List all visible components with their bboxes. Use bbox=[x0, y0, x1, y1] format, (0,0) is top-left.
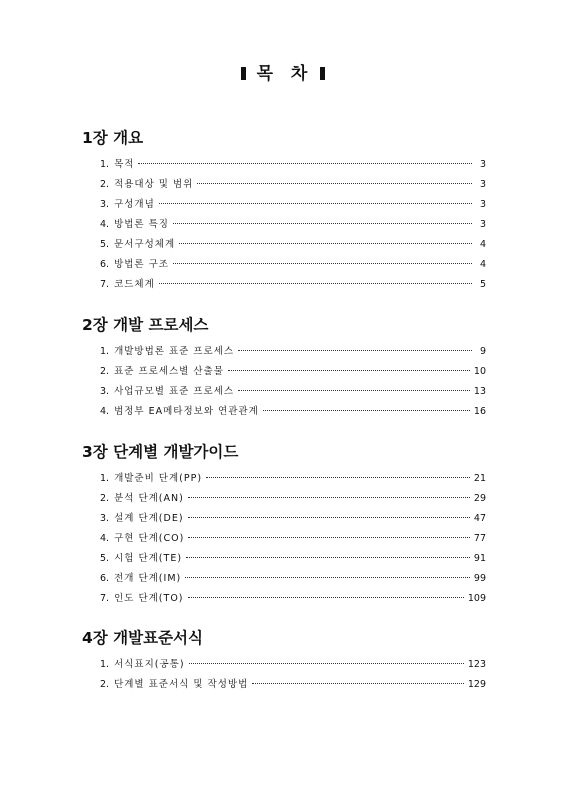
entry-page: 5 bbox=[479, 279, 486, 290]
entry-number: 4. bbox=[100, 406, 110, 417]
toc-entry[interactable] bbox=[82, 382, 486, 402]
toc-entry[interactable] bbox=[82, 529, 486, 549]
chapter-heading: 3장 단계별 개발가이드 bbox=[82, 443, 239, 461]
entry-page: 4 bbox=[479, 259, 486, 270]
chapter-3-list bbox=[82, 469, 486, 609]
chapter-4-section bbox=[82, 627, 486, 695]
dot-leader bbox=[138, 163, 472, 164]
toc-entry[interactable] bbox=[82, 655, 486, 675]
chapter-1-section bbox=[82, 127, 486, 295]
entry-number: 1. bbox=[100, 159, 110, 170]
entry-page: 47 bbox=[473, 513, 486, 524]
toc-entry[interactable] bbox=[82, 275, 486, 295]
entry-page: 10 bbox=[473, 366, 486, 377]
entry-label: 구현 단계(CO) bbox=[114, 533, 185, 544]
dot-leader bbox=[179, 243, 472, 244]
toc-entry[interactable] bbox=[82, 175, 486, 195]
entry-number: 2. bbox=[100, 679, 110, 690]
toc-entry[interactable] bbox=[82, 342, 486, 362]
entry-number: 3. bbox=[100, 513, 110, 524]
chapter-2-section bbox=[82, 314, 486, 422]
toc-entry[interactable] bbox=[82, 469, 486, 489]
entry-page: 3 bbox=[479, 179, 486, 190]
entry-page: 3 bbox=[479, 219, 486, 230]
dot-leader bbox=[238, 390, 470, 391]
entry-number: 4. bbox=[100, 219, 110, 230]
dot-leader bbox=[189, 663, 464, 664]
toc-entry[interactable] bbox=[82, 675, 486, 695]
entry-number: 1. bbox=[100, 473, 110, 484]
entry-label: 방법론 특징 bbox=[114, 219, 169, 230]
entry-number: 2. bbox=[100, 493, 110, 504]
entry-label: 전개 단계(IM) bbox=[114, 573, 182, 584]
entry-page: 77 bbox=[473, 533, 486, 544]
entry-number: 6. bbox=[100, 259, 110, 270]
entry-number: 2. bbox=[100, 179, 110, 190]
chapter-heading: 1장 개요 bbox=[82, 129, 144, 147]
entry-label: 문서구성체계 bbox=[114, 239, 176, 250]
toc-entry[interactable] bbox=[82, 195, 486, 215]
dot-leader bbox=[188, 497, 470, 498]
title-right-mark bbox=[320, 67, 325, 80]
entry-page: 123 bbox=[467, 659, 486, 670]
toc-entry[interactable] bbox=[82, 569, 486, 589]
chapter-heading: 2장 개발 프로세스 bbox=[82, 316, 209, 334]
toc-entry[interactable] bbox=[82, 549, 486, 569]
entry-number: 6. bbox=[100, 573, 110, 584]
entry-label: 범정부 EA메타정보와 연관관계 bbox=[114, 406, 259, 417]
toc-entry[interactable] bbox=[82, 589, 486, 609]
dot-leader bbox=[263, 410, 470, 411]
dot-leader bbox=[228, 370, 470, 371]
entry-label: 분석 단계(AN) bbox=[114, 493, 184, 504]
chapter-2-list bbox=[82, 342, 486, 422]
entry-page: 109 bbox=[467, 593, 486, 604]
entry-label: 개발방법론 표준 프로세스 bbox=[114, 346, 235, 357]
entry-page: 9 bbox=[479, 346, 486, 357]
dot-leader bbox=[188, 597, 464, 598]
title-text: 목 차 bbox=[256, 64, 310, 84]
toc-entry[interactable] bbox=[82, 155, 486, 175]
entry-label: 인도 단계(TO) bbox=[114, 593, 184, 604]
entry-page: 129 bbox=[467, 679, 486, 690]
chapter-3-section bbox=[82, 441, 486, 609]
entry-label: 시험 단계(TE) bbox=[114, 553, 183, 564]
entry-number: 5. bbox=[100, 239, 110, 250]
entry-number: 1. bbox=[100, 346, 110, 357]
entry-page: 21 bbox=[473, 473, 486, 484]
dot-leader bbox=[185, 577, 470, 578]
dot-leader bbox=[173, 223, 472, 224]
document-title bbox=[0, 62, 566, 86]
dot-leader bbox=[159, 203, 472, 204]
entry-page: 16 bbox=[473, 406, 486, 417]
toc-entry[interactable] bbox=[82, 362, 486, 382]
entry-number: 4. bbox=[100, 533, 110, 544]
dot-leader bbox=[252, 683, 464, 684]
entry-page: 99 bbox=[473, 573, 486, 584]
entry-label: 단계별 표준서식 및 작성방법 bbox=[114, 679, 249, 690]
entry-number: 7. bbox=[100, 593, 110, 604]
entry-number: 3. bbox=[100, 386, 110, 397]
entry-page: 4 bbox=[479, 239, 486, 250]
entry-label: 서식표지(공통) bbox=[114, 659, 185, 670]
entry-label: 코드체계 bbox=[114, 279, 155, 290]
chapter-4-list bbox=[82, 655, 486, 695]
dot-leader bbox=[206, 477, 470, 478]
entry-label: 표준 프로세스별 산출물 bbox=[114, 366, 224, 377]
toc-entry[interactable] bbox=[82, 255, 486, 275]
dot-leader bbox=[188, 537, 470, 538]
dot-leader bbox=[188, 517, 470, 518]
entry-page: 29 bbox=[473, 493, 486, 504]
entry-number: 7. bbox=[100, 279, 110, 290]
entry-number: 1. bbox=[100, 659, 110, 670]
dot-leader bbox=[186, 557, 470, 558]
entry-number: 5. bbox=[100, 553, 110, 564]
title-left-mark bbox=[241, 67, 246, 80]
entry-label: 사업규모별 표준 프로세스 bbox=[114, 386, 235, 397]
toc-entry[interactable] bbox=[82, 235, 486, 255]
entry-label: 개발준비 단계(PP) bbox=[114, 473, 203, 484]
entry-page: 13 bbox=[473, 386, 486, 397]
dot-leader bbox=[173, 263, 472, 264]
entry-number: 3. bbox=[100, 199, 110, 210]
toc-entry[interactable] bbox=[82, 509, 486, 529]
entry-label: 방법론 구조 bbox=[114, 259, 169, 270]
chapter-1-list bbox=[82, 155, 486, 295]
toc-entry[interactable] bbox=[82, 402, 486, 422]
chapter-heading: 4장 개발표준서식 bbox=[82, 629, 203, 647]
entry-number: 2. bbox=[100, 366, 110, 377]
toc-entry[interactable] bbox=[82, 215, 486, 235]
dot-leader bbox=[159, 283, 472, 284]
toc-entry[interactable] bbox=[82, 489, 486, 509]
dot-leader bbox=[238, 350, 472, 351]
entry-label: 목적 bbox=[114, 159, 135, 170]
dot-leader bbox=[197, 183, 472, 184]
entry-page: 91 bbox=[473, 553, 486, 564]
entry-label: 설계 단계(DE) bbox=[114, 513, 184, 524]
entry-label: 적용대상 및 범위 bbox=[114, 179, 194, 190]
entry-page: 3 bbox=[479, 199, 486, 210]
entry-page: 3 bbox=[479, 159, 486, 170]
entry-label: 구성개념 bbox=[114, 199, 155, 210]
